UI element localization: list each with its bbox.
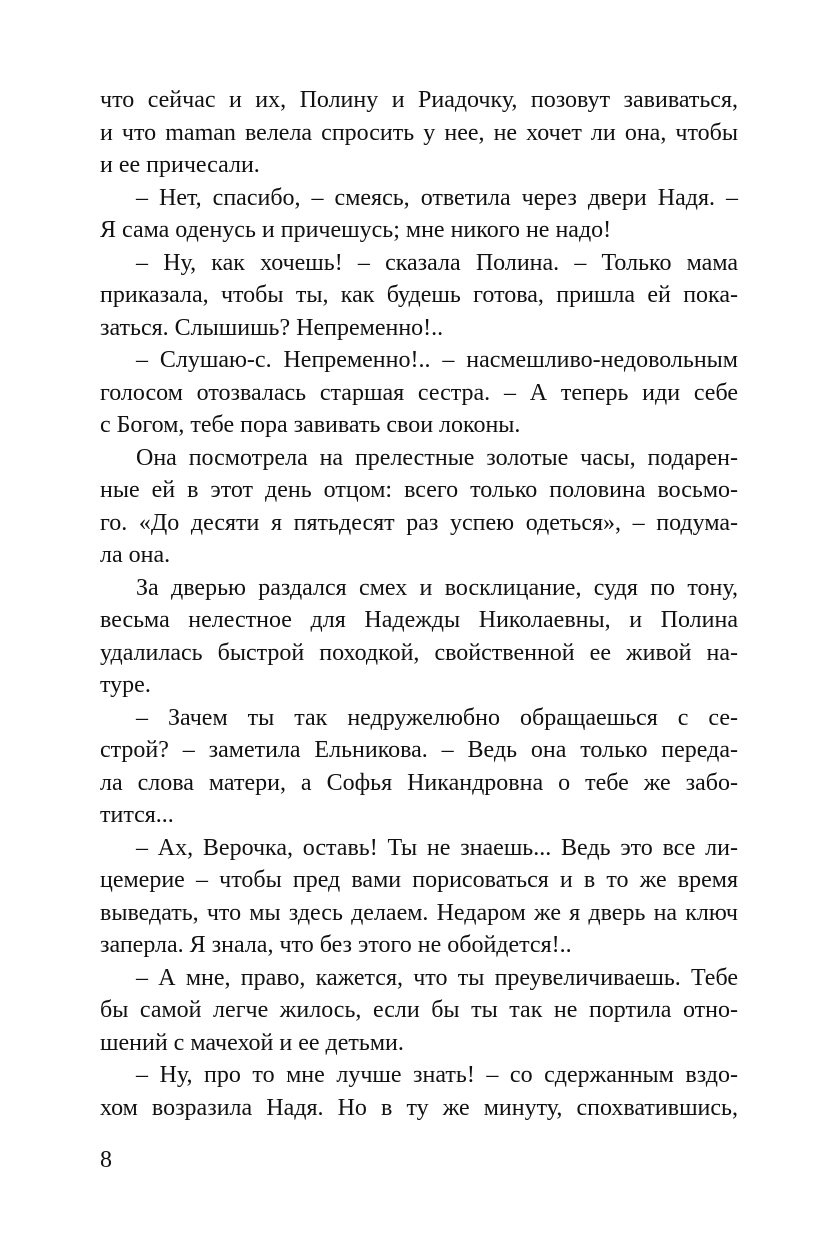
text-line: что сейчас и их, Полину и Риадочку, позовут завиваться,	[100, 87, 738, 113]
text-line: цемерие – чтобы пред вами порисоваться и в то же время	[100, 867, 738, 893]
paragraph	[100, 572, 738, 702]
paragraph	[100, 247, 738, 345]
paragraph	[100, 702, 738, 832]
paragraph	[100, 1059, 738, 1124]
text-line: – А мне, право, кажется, что ты преувеличиваешь. Тебе	[136, 964, 738, 991]
text-line: – Нет, спасибо, – смеясь, ответила через двери Надя. –	[136, 184, 738, 211]
text-line: ла слова матери, а Софья Никандровна о тебе же забо-	[100, 769, 738, 796]
text-line: голосом отозвалась старшая сестра. – А теперь иди себе	[100, 379, 738, 406]
text-line: выведать, что мы здесь делаем. Недаром же я дверь на ключ	[100, 899, 738, 926]
paragraph	[100, 182, 738, 247]
text-line: тится...	[100, 802, 174, 828]
text-line: Она посмотрела на прелестные золотые часы, подарен-	[136, 444, 738, 471]
text-line: заперла. Я знала, что без этого не обойдется!..	[100, 932, 572, 958]
text-line: ла она.	[100, 542, 171, 568]
paragraph	[100, 442, 738, 572]
text-line: строй? – заметила Ельникова. – Ведь она только переда-	[100, 737, 738, 763]
text-line: хом возразила Надя. Но в ту же минуту, спохватившись,	[100, 1094, 738, 1121]
text-line: – Слушаю-с. Непременно!.. – насмешливо-недовольным	[136, 347, 738, 373]
text-line: ные ей в этот день отцом: всего только половина восьмо-	[100, 477, 738, 503]
text-line: удалилась быстрой походкой, свойственной ее живой на-	[100, 639, 738, 666]
text-line: шений с мачехой и ее детьми.	[100, 1029, 404, 1056]
paragraph	[100, 344, 738, 442]
text-line: Я сама оденусь и причешусь; мне никого не надо!	[100, 217, 612, 243]
text-line: туре.	[100, 672, 151, 698]
text-line: заться. Слышишь? Непременно!..	[100, 314, 444, 341]
paragraph	[100, 84, 738, 182]
text-line: го. «До десяти я пятьдесят раз успею одеться», – подума-	[100, 509, 738, 536]
text-line: и ее причесали.	[100, 152, 260, 178]
body-text	[100, 84, 738, 1124]
page-number: 8	[100, 1147, 112, 1173]
text-line: с Богом, тебе пора завивать свои локоны.	[100, 412, 521, 438]
text-line: – Ну, про то мне лучше знать! – со сдержанным вздо-	[136, 1062, 738, 1088]
text-line: весьма нелестное для Надежды Николаевны, и Полина	[100, 607, 738, 633]
text-line: и что maman велела спросить у нее, не хочет ли она, чтобы	[100, 119, 738, 146]
text-line: За дверью раздался смех и восклицание, судя по тону,	[136, 574, 738, 601]
text-line: приказала, чтобы ты, как будешь готова, пришла ей пока-	[100, 282, 738, 308]
text-line: – Ну, как хочешь! – сказала Полина. – Только мама	[136, 249, 738, 276]
text-line: – Ах, Верочка, оставь! Ты не знаешь... Ведь это все ли-	[136, 834, 738, 861]
paragraph	[100, 832, 738, 962]
text-line: бы самой легче жилось, если бы ты так не портила отно-	[100, 997, 738, 1023]
paragraph	[100, 962, 738, 1060]
text-line: – Зачем ты так недружелюбно обращаешься с се-	[136, 704, 738, 731]
